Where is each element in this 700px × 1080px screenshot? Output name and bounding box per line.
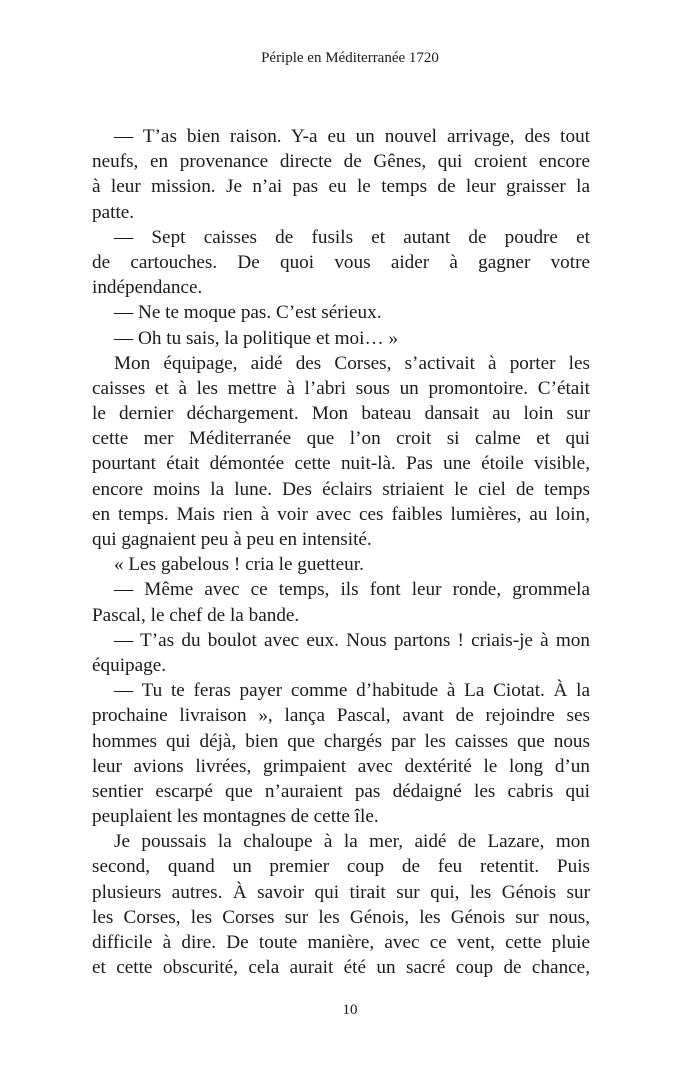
text-line: — Sept caisses de fusils et autant de poudre et: [114, 226, 590, 248]
text-line: les Corses, les Corses sur les Génois, les Génois sur nous,: [92, 906, 590, 928]
paragraph: [92, 829, 590, 980]
text-line: Pascal, le chef de la bande.: [92, 604, 300, 626]
text-line: — Tu te feras payer comme d’habitude à La Ciotat. À la: [114, 680, 590, 702]
running-header: Périple en Méditerranée 1720: [261, 50, 439, 66]
text-line: à leur mission. Je n’ai pas eu le temps de leur graisser la: [92, 176, 590, 198]
text-line: difficile à dire. De toute manière, avec ce vent, cette pluie: [92, 932, 590, 953]
text-line: — T’as bien raison. Y-a eu un nouvel arrivage, des tout: [114, 126, 590, 147]
text-line: neufs, en provenance directe de Gênes, qui croient encore: [92, 151, 590, 173]
text-line: leur avions livrées, grimpaient avec dextérité le long d’un: [92, 755, 590, 777]
paragraph: [92, 577, 590, 627]
text-line: Mon équipage, aidé des Corses, s’activait à porter les: [114, 352, 590, 374]
text-line: et cette obscurité, cela aurait été un sacré coup de chance,: [92, 957, 590, 979]
page-body: [92, 124, 590, 980]
text-line: — Même avec ce temps, ils font leur ronde, grommela: [114, 579, 590, 601]
text-line: équipage.: [92, 654, 167, 676]
text-line: « Les gabelous ! cria le guetteur.: [114, 554, 364, 576]
text-line: encore moins la lune. Des éclairs striaient le ciel de temps: [92, 478, 590, 500]
text-line: pourtant était démontée cette nuit-là. Pas une étoile visible,: [92, 453, 590, 475]
paragraph: [92, 326, 590, 351]
text-line: de cartouches. De quoi vous aider à gagner votre: [92, 251, 590, 273]
text-line: — Oh tu sais, la politique et moi… »: [114, 327, 399, 349]
text-line: plusieurs autres. À savoir qui tirait sur qui, les Génois sur: [92, 881, 590, 903]
text-line: cette mer Méditerranée que l’on croit si calme et qui: [92, 428, 590, 450]
page-number: 10: [342, 1002, 358, 1018]
text-line: hommes qui déjà, bien que chargés par les caisses que nous: [92, 730, 590, 752]
text-line: qui gagnaient peu à peu en intensité.: [92, 529, 372, 550]
text-line: indépendance.: [92, 277, 203, 299]
paragraph: [92, 300, 590, 325]
paragraph: [92, 552, 590, 577]
paragraph: [92, 225, 590, 301]
text-line: patte.: [92, 201, 135, 223]
text-line: en temps. Mais rien à voir avec ces faibles lumières, au loin,: [92, 503, 590, 525]
text-line: prochaine livraison », lança Pascal, avant de rejoindre ses: [92, 705, 590, 727]
text-line: sentier escarpé que n’auraient pas dédaigné les cabris qui: [92, 780, 590, 802]
text-line: Je poussais la chaloupe à la mer, aidé de Lazare, mon: [114, 831, 590, 853]
text-line: second, quand un premier coup de feu retentit. Puis: [92, 856, 590, 878]
text-line: le dernier déchargement. Mon bateau dansait au loin sur: [92, 403, 590, 425]
paragraph: [92, 628, 590, 678]
text-line: caisses et à les mettre à l’abri sous un promontoire. C’était: [92, 377, 590, 399]
text-line: — Ne te moque pas. C’est sérieux.: [114, 302, 382, 324]
paragraph: [92, 678, 590, 829]
paragraph: [92, 351, 590, 553]
paragraph: [92, 124, 590, 225]
text-line: peuplaient les montagnes de cette île.: [92, 806, 379, 828]
text-line: — T’as du boulot avec eux. Nous partons ! criais-je à mon: [114, 629, 590, 651]
